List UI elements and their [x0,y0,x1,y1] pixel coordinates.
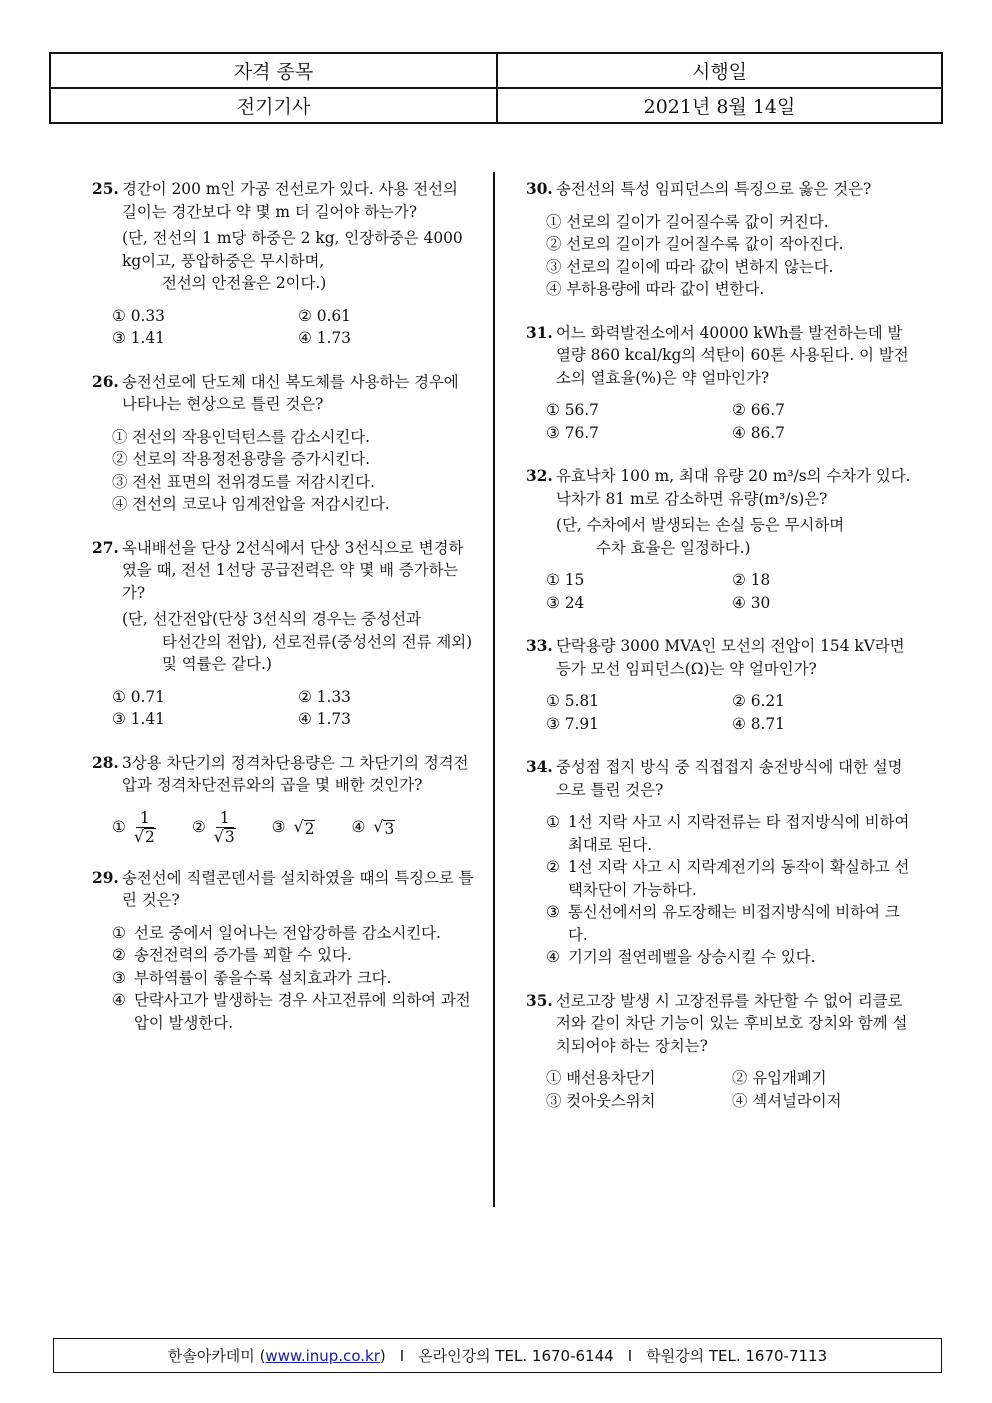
choice-4[interactable] [351,816,395,839]
note-line: 전선의 안전율은 2이다.) [162,274,327,292]
choice-2[interactable]: ② 0.61 [298,306,351,325]
question-number: 28. [92,753,119,772]
sqrt: √ 2 [133,826,155,846]
choice-marker: ② [112,946,126,964]
question-number: 32. [526,467,553,485]
choice-1[interactable] [112,922,477,945]
footer-online-phone: 온라인강의 TEL. 1670-6144 [418,1347,614,1365]
choice-4[interactable]: ④ 30 [732,593,771,612]
choice-1[interactable]: ① 56.7 [546,401,599,419]
sqrt: √ 3 [213,826,235,846]
header-date-value: 2021년 8월 14일 [497,88,942,123]
choice-1[interactable]: ① 15 [546,571,585,589]
page-footer: 한솔아카데미 ( www.inup.co.kr ) I 온라인강의 TEL. 1670-6144 I 학원강의 TEL. 1670-7113 [53,1338,942,1373]
question-text: 선로고장 발생 시 고장전류를 차단할 수 없어 리클로저와 같이 차단 기능이 있는 후비보호 장치와 함께 설치되어야 하는 장치는? [556,991,908,1055]
choice-2[interactable]: ② 6.21 [732,692,785,710]
choice-text: 통신선에서의 유도장해는 비접지방식에 비하여 크다. [568,903,900,944]
choice-2[interactable] [112,944,477,967]
choice-3[interactable] [272,816,316,839]
choice-marker: ③ [271,817,286,836]
choice-1[interactable] [546,811,916,856]
choice-1[interactable]: ① 5.81 [546,692,599,710]
choice-text: 기기의 절연레벨을 상승시킬 수 있다. [568,948,816,966]
choice-3[interactable]: ③ 1.41 [112,329,165,347]
question-text: 경간이 200 m인 가공 전선로가 있다. 사용 전선의 길이는 경간보다 약 몇 m 더 길어야 하는가? [122,180,458,221]
choice-text: 단락사고가 발생하는 경우 사고전류에 의하여 과전압이 발생한다. [134,991,471,1032]
choice-3[interactable] [546,901,916,946]
footer-academy: 한솔아카데미 [167,1347,255,1365]
choice-3[interactable]: ③ 1.41 [112,710,165,728]
question-number: 26. [92,372,119,391]
question-26 [92,371,477,516]
choice-text: 부하역률이 좋을수록 설치효과가 크다. [134,968,392,987]
question-text: 3상용 차단기의 정격차단용량은 그 차단기의 정격전압과 정격차단전류와의 곱을 몇 배한 것인가? [122,753,469,794]
question-number: 27. [92,538,119,557]
note-line: 타선간의 전압), 선로전류(중성선의 전류 제외) 및 역률은 같다.) [162,632,473,673]
choice-list [112,305,477,350]
choice-text: 1선 지락 사고 시 지락전류는 타 접지방식에 비하여 최대로 된다. [568,813,910,854]
choice-4[interactable]: ④ 섹셔널라이저 [732,1091,842,1110]
question-text: 송전선로에 단도체 대신 복도체를 사용하는 경우에 나타나는 현상으로 틀린 것은? [122,372,459,413]
question-27 [92,537,477,731]
sqrt: √ 3 [373,816,395,839]
footer-separator: I [627,1346,633,1365]
choice-text: 송전전력의 증가를 꾀할 수 있다. [134,946,352,964]
choice-list [112,426,477,516]
question-note [556,514,916,559]
choice-3[interactable]: ③ 76.7 [546,423,599,442]
right-column [526,178,916,1133]
choice-2[interactable]: ② 1.33 [298,687,351,706]
choice-2[interactable]: ② 유입개폐기 [732,1069,827,1087]
choice-marker: ③ [112,968,126,987]
footer-offline-phone: 학원강의 TEL. 1670-7113 [646,1347,828,1365]
fraction-numerator: 1 [136,809,154,828]
choice-list [546,211,916,301]
question-text: 유효낙차 100 m, 최대 유량 20 m³/s의 수차가 있다. 낙차가 81 m로 감소하면 유량(m³/s)은? [556,467,911,508]
choice-list [112,922,477,1035]
choice-1[interactable]: ① 전선의 작용인덕턴스를 감소시킨다. [112,427,370,446]
choice-4[interactable]: ④ 1.73 [298,710,351,728]
choice-marker: ② [546,858,560,876]
choice-text: 1선 지락 사고 시 지락계전기의 동작이 확실하고 선택차단이 가능하다. [568,858,910,899]
choice-4[interactable]: ④ 부하용량에 따라 값이 변한다. [546,280,765,298]
header-subject-value: 전기기사 [50,88,497,123]
question-34 [526,756,916,969]
choice-1[interactable]: ① 선로의 길이가 길어질수록 값이 커진다. [546,212,829,231]
choice-2[interactable]: ② 선로의 작용정전용량을 증가시킨다. [112,450,370,468]
choice-3[interactable]: ③ 24 [546,593,585,612]
choice-3[interactable]: ③ 7.91 [546,714,599,733]
choice-list [546,569,916,614]
choice-list [112,686,477,731]
choice-marker: ① [546,813,560,831]
question-number: 34. [526,758,553,776]
footer-url-link[interactable]: www.inup.co.kr [265,1346,380,1365]
question-text: 단락용량 3000 MVA인 모선의 전압이 154 kV라면 등가 모선 임피던스(Ω)는 약 얼마인가? [556,637,905,678]
choice-marker: ④ [546,948,560,966]
question-31 [526,322,916,445]
choice-list [112,809,477,846]
exam-header-table [49,52,943,124]
left-column [92,178,477,1055]
sqrt: √ 2 [293,816,315,839]
choice-3[interactable]: ③ 컷아웃스위치 [546,1091,656,1110]
choice-4[interactable] [112,989,477,1034]
choice-2[interactable]: ② 18 [732,571,771,589]
choice-marker: ④ [112,991,126,1009]
choice-4[interactable]: ④ 1.73 [298,329,351,347]
choice-3[interactable] [112,967,477,990]
sqrt-value: 2 [145,827,155,846]
choice-marker: ① [112,923,126,942]
column-divider [493,172,495,1207]
choice-4[interactable]: ④ 8.71 [732,714,785,733]
choice-list [546,1067,916,1112]
choice-2[interactable]: ② 66.7 [732,401,785,419]
question-29 [92,867,477,1035]
fraction-numerator: 1 [216,809,234,828]
footer-separator: I [399,1346,405,1365]
sqrt-value: 3 [224,827,235,846]
choice-marker: ② [191,817,206,836]
choice-3[interactable]: ③ 전선 표면의 전위경도를 저감시킨다. [112,472,375,491]
question-33 [526,635,916,735]
question-32 [526,465,916,614]
question-number: 33. [526,637,553,655]
fraction [214,809,236,846]
choice-marker: ① [112,817,126,836]
question-note [122,608,477,676]
question-number: 25. [92,180,119,198]
question-text: 송전선의 특성 임피던스의 특징으로 옳은 것은? [556,180,872,198]
note-line: (단, 수차에서 발생되는 손실 등은 무시하며 [556,516,845,534]
note-line: 수차 효율은 일정하다.) [596,538,751,557]
question-number: 31. [526,323,553,342]
choice-4[interactable]: ④ 전선의 코로나 임계전압을 저감시킨다. [112,495,390,513]
choice-1[interactable] [112,809,156,846]
choice-2[interactable]: ② 선로의 길이가 길어질수록 값이 작아진다. [546,235,844,253]
choice-marker: ③ [546,903,560,921]
header-subject-label: 자격 종목 [50,53,497,88]
sqrt-value: 2 [304,820,315,839]
question-text: 옥내배선을 단상 2선식에서 단상 3선식으로 변경하였을 때, 전선 1선당 공급전력은 약 몇 배 증가하는가? [122,538,464,602]
question-30 [526,178,916,301]
question-number: 30. [526,180,553,198]
choice-4[interactable] [546,946,916,969]
note-line: (단, 전선의 1 m당 하중은 2 kg, 인장하중은 4000 kg이고, 풍압하중은 무시하며, [122,229,463,270]
choice-3[interactable]: ③ 선로의 길이에 따라 값이 변하지 않는다. [546,257,834,276]
header-date-label: 시행일 [497,53,942,88]
question-text: 중성점 접지 방식 중 직접접지 송전방식에 대한 설명으로 틀린 것은? [556,758,903,799]
question-35 [526,990,916,1113]
note-line: (단, 선간전압(단상 3선식의 경우는 중성선과 [122,610,422,628]
question-note [122,227,477,295]
choice-2[interactable] [192,809,236,846]
choice-list [546,811,916,969]
question-28 [92,752,477,846]
choice-list [546,399,916,444]
choice-2[interactable] [546,856,916,901]
question-text: 어느 화력발전소에서 40000 kWh를 발전하는데 발열량 860 kcal/kg의 석탄이 60톤 사용된다. 이 발전소의 열효율(%)은 약 얼마인가? [556,323,909,387]
question-text: 송전선에 직렬콘덴서를 설치하였을 때의 특징으로 틀린 것은? [122,868,474,909]
sqrt-value: 3 [384,820,395,839]
choice-1[interactable]: ① 0.33 [112,306,165,325]
choice-marker: ④ [351,817,366,836]
fraction [134,809,156,846]
choice-1[interactable]: ① 0.71 [112,687,165,706]
choice-list [546,690,916,735]
choice-4[interactable]: ④ 86.7 [732,423,785,442]
question-number: 29. [92,868,119,887]
choice-text: 선로 중에서 일어나는 전압강하를 감소시킨다. [134,923,441,942]
question-25 [92,178,477,350]
question-number: 35. [526,991,553,1010]
choice-1[interactable]: ① 배선용차단기 [546,1069,656,1087]
